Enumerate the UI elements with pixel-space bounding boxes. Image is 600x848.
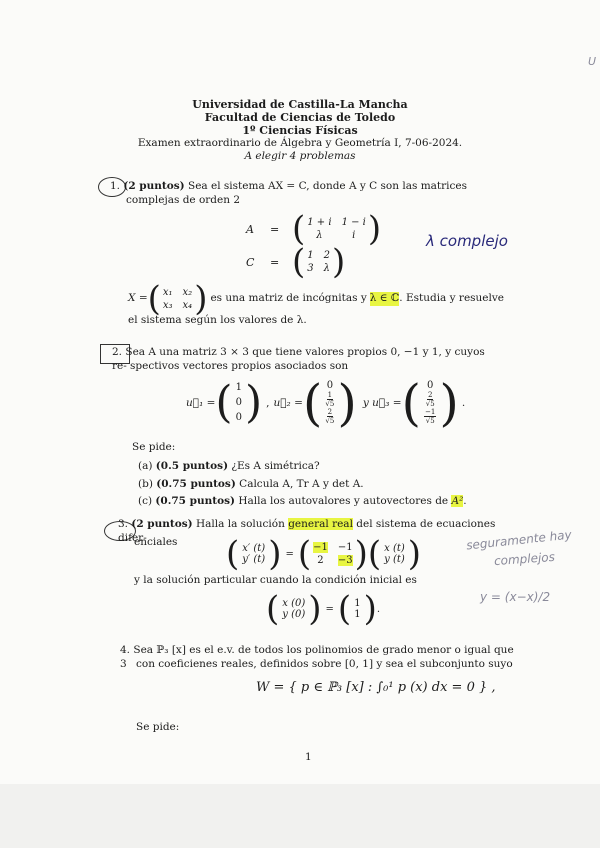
- vector-cell: 0: [326, 380, 334, 391]
- denominator: √5: [325, 417, 335, 425]
- problem-2-item-a: [138, 460, 320, 474]
- problem-1-points: (2 puntos): [123, 180, 185, 192]
- problem-2-text1: Sea A una matriz 3 × 3 que tiene valores propios 0, −1 y 1, y cuyos re-: [112, 346, 485, 372]
- equals-sign: =: [270, 222, 280, 236]
- matrix-cell: 2: [317, 555, 324, 566]
- problem-2-item-b: [138, 478, 364, 492]
- vector-cell: 1: [354, 609, 361, 620]
- numerator: 1: [327, 391, 333, 399]
- vector-cell: 0: [235, 397, 242, 408]
- period: .: [463, 495, 467, 507]
- ic-lhs: ( x (0) y (0) ): [266, 589, 322, 629]
- ode-matrix: ( −1 −1 2 −3 ): [297, 534, 368, 574]
- item-text: Calcula A, Tr A y det A.: [239, 478, 364, 490]
- matrix-cell: λ: [316, 230, 323, 241]
- problem-2-pide: Se pide:: [132, 441, 176, 453]
- item-text: Halla los autovalores y autovectores de: [238, 495, 449, 507]
- ode-lhs: ( x′ (t) y′ (t) ): [226, 534, 282, 574]
- matrix-cell: 1 + i: [307, 217, 332, 228]
- problem-2-line2: spectivos vectores propios asociados son: [130, 360, 349, 372]
- problem-3-text1b: del sistema de ecuaciones difer-: [118, 518, 496, 544]
- numerator: 2: [327, 408, 333, 416]
- numerator: 2: [427, 391, 433, 399]
- problem-1-text3b: . Estudia y resuelve: [399, 292, 505, 305]
- matrix-A-eq: [246, 209, 382, 249]
- problem-4-number: 4.: [120, 644, 131, 656]
- matrix-cell: i: [352, 230, 356, 241]
- u3-label: y u⃗₃ =: [362, 396, 402, 409]
- problem-4-pide: Se pide:: [136, 721, 180, 733]
- matrix-X: ( x₁ x₂ x₃ x₄ ): [147, 279, 208, 319]
- edge-mark: U: [588, 55, 597, 68]
- vector-cell: 0: [427, 380, 434, 391]
- subspace-W-definition: W = { p ∈ ℙ₃ [x] : ∫₀¹ p (x) dx = 0 } ,: [256, 680, 496, 695]
- u2-label: u⃗₂ =: [273, 396, 303, 409]
- matrix-cell: x₄: [182, 300, 193, 311]
- highlight-general-real: general real: [288, 518, 353, 530]
- vector-cell: 1: [235, 382, 242, 393]
- denominator: √5: [425, 400, 435, 408]
- equals-sign: =: [285, 548, 294, 560]
- matrix-cell: x₂: [182, 287, 193, 298]
- problem-3-points: (2 puntos): [131, 518, 193, 530]
- vector-cell: x′ (t): [242, 543, 266, 554]
- matrix-C-label: C: [246, 255, 255, 269]
- vector-cell: 0: [235, 412, 242, 423]
- vector-cell: x (0): [282, 598, 306, 609]
- course-title: 1º Ciencias Físicas: [242, 124, 358, 137]
- matrix-cell: λ: [323, 263, 330, 274]
- matrix-C-eq: [246, 242, 346, 282]
- highlight-lambda: λ ∈ ℂ: [369, 292, 400, 305]
- matrix-A: ( 1 + i 1 − i λ i ): [292, 209, 382, 249]
- item-tag: (a): [138, 460, 153, 472]
- matrix-cell: −1: [337, 542, 353, 553]
- vector-u1: ( 1 0 0 ): [215, 376, 263, 428]
- equals-sign: =: [270, 255, 280, 269]
- page-number: 1: [305, 751, 312, 763]
- problem-2-number: 2.: [112, 346, 123, 358]
- period: .: [376, 603, 381, 615]
- vector-cell: x (t): [384, 543, 405, 554]
- matrix-cell: 1: [307, 250, 314, 261]
- vector-u3: ( 0 $\frac{2}{√5}$ $\frac{-1}{√5}$ ): [401, 373, 459, 432]
- item-points: (0.5 puntos): [155, 460, 229, 472]
- item-points: (0.75 puntos): [155, 495, 235, 507]
- problem-1-line4: el sistema según los valores de λ.: [128, 314, 307, 326]
- vector-cell: y (0): [282, 609, 306, 620]
- matrix-A-label: A: [246, 222, 254, 236]
- matrix-cell: 1 − i: [341, 217, 366, 228]
- handwritten-note-p3-3: y = (x−x)/2: [480, 590, 551, 604]
- handwritten-note-p3-2: complejos: [493, 549, 556, 569]
- matrix-cell: −1: [313, 542, 328, 553]
- handwritten-note-p3-1: seguramente hay: [465, 527, 573, 553]
- problem-4-text1: Sea ℙ₃ [x] es el e.v. de todos los polinomios de grado menor o igual que 3: [120, 644, 514, 670]
- vector-cell: 1: [354, 598, 361, 609]
- problem-1-line3: [128, 279, 508, 319]
- item-tag: (b): [138, 478, 153, 490]
- problem-1-line1: [110, 180, 500, 194]
- fraction: [424, 408, 436, 425]
- problem-3-text1a: Halla la solución: [196, 518, 285, 530]
- problem-3-line2: enciales: [134, 536, 178, 548]
- problem-1-text3a: es una matriz de incógnitas y: [210, 292, 367, 305]
- problem-1-line2: complejas de orden 2: [126, 194, 241, 206]
- problem-4-line2: con coeficienes reales, definidos sobre [0, 1] y sea el subconjunto suyo: [136, 658, 513, 670]
- matrix-cell: x₃: [162, 300, 173, 311]
- u1-label: u⃗₁ =: [186, 396, 216, 409]
- matrix-cell: 2: [323, 250, 331, 261]
- item-text: ¿Es A simétrica?: [231, 460, 320, 472]
- matrix-cell: 3: [307, 263, 314, 274]
- matrix-cell: x₁: [162, 287, 173, 298]
- matrix-X-label: X =: [128, 292, 148, 305]
- item-tag: (c): [138, 495, 153, 507]
- problem-2-item-c: [138, 495, 467, 509]
- fraction: [325, 391, 334, 408]
- university-title: Universidad de Castilla-La Mancha: [192, 98, 408, 111]
- problem-3-line3: y la solución particular cuando la condición inicial es: [134, 574, 417, 586]
- eigenvectors-row: [186, 373, 466, 432]
- problem-1-text1: Sea el sistema AX = C, donde A y C son las matrices: [188, 180, 467, 192]
- ode-rhs: ( x (t) y (t) ): [367, 534, 422, 574]
- highlight-a2: A²: [451, 495, 464, 507]
- page-bottom-margin: [0, 784, 600, 848]
- matrix-cell: −3: [337, 555, 353, 566]
- ode-system: [226, 534, 422, 574]
- exam-title: Examen extraordinario de Álgebra y Geometría I, 7-06-2024.: [137, 137, 463, 149]
- matrix-C: ( 1 2 3 λ ): [292, 242, 346, 282]
- initial-condition: [266, 589, 381, 629]
- numerator: −1: [425, 408, 436, 416]
- vector-cell: y′ (t): [242, 554, 266, 565]
- faculty-title: Facultad de Ciencias de Toledo: [204, 111, 396, 124]
- ic-rhs: ( 1 1 ): [337, 589, 377, 629]
- equals-sign: =: [325, 603, 334, 615]
- vector-cell: y (t): [384, 554, 405, 565]
- period: .: [461, 396, 466, 409]
- denominator: √5: [325, 400, 335, 408]
- comma: ,: [266, 396, 270, 409]
- vector-u2: ( 0 $\frac{1}{√5}$ $\frac{2}{√5}$ ): [302, 373, 357, 432]
- problem-3-number: 3.: [118, 518, 129, 530]
- problem-1-number: 1.: [110, 180, 121, 192]
- denominator: √5: [425, 417, 435, 425]
- exam-instruction: A elegir 4 problemas: [244, 150, 356, 162]
- handwritten-note-p1: λ complejo: [426, 232, 508, 250]
- fraction: [325, 408, 334, 425]
- item-points: (0.75 puntos): [156, 478, 236, 490]
- fraction: [426, 391, 435, 408]
